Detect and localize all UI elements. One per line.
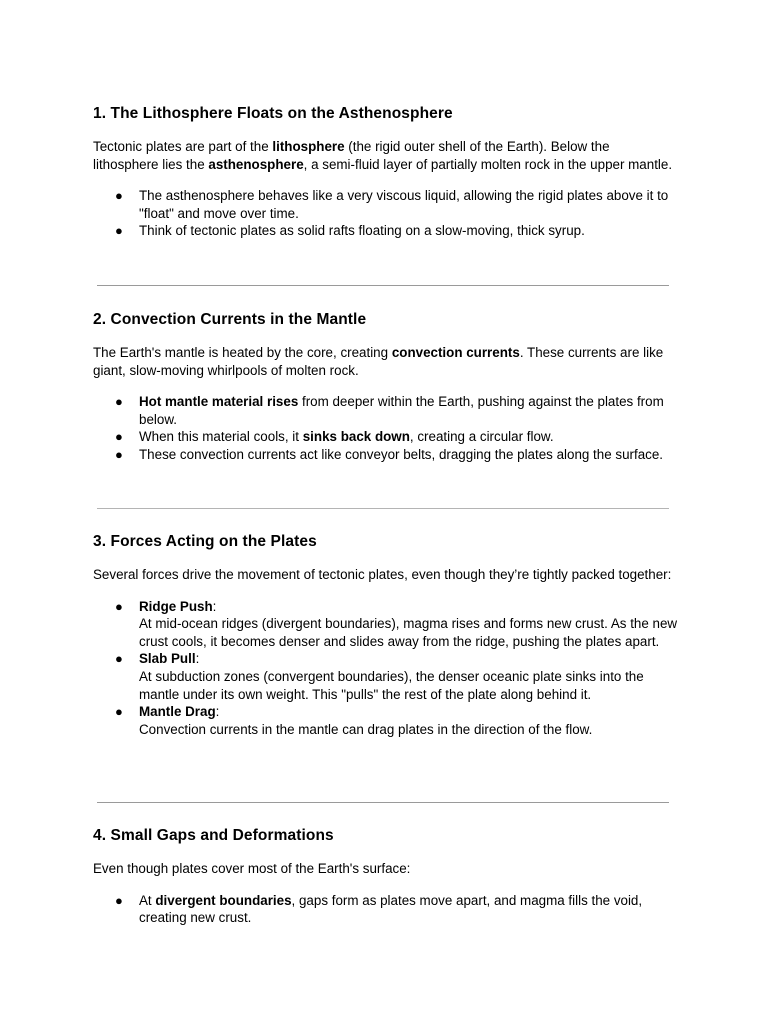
section-4 [93, 826, 678, 927]
text-run: Think of tectonic plates as solid rafts floating on a slow-moving, thick syrup. [139, 223, 585, 239]
bullet-list [93, 393, 678, 463]
bullet-icon: ● [115, 704, 123, 720]
bold-term: Ridge Push [139, 598, 213, 614]
list-item [93, 187, 678, 222]
bold-term: asthenosphere [208, 156, 304, 172]
section-divider [97, 285, 669, 286]
bullet-icon: ● [115, 223, 123, 239]
bullet-list [93, 598, 678, 739]
bold-term: divergent boundaries [155, 892, 292, 908]
section-2 [93, 310, 678, 464]
bold-term: lithosphere [272, 139, 345, 154]
bold-term: sinks back down [302, 429, 410, 445]
bullet-icon: ● [115, 394, 123, 410]
text-run: Convection currents in the mantle can drag plates in the direction of the flow. [139, 721, 593, 737]
bold-term: Hot mantle material rises [139, 394, 299, 410]
text-run: . These currents are like giant, slow-moving whirlpools of molten rock. [93, 345, 664, 378]
section-3 [93, 532, 678, 738]
text-run: Several forces drive the movement of tectonic plates, even though they’re tightly packed together: [93, 567, 672, 582]
bullet-list [93, 187, 678, 240]
bullet-icon: ● [115, 188, 123, 204]
text-run: At subduction zones (convergent boundaries), the denser oceanic plate sinks into the mantle under its own weight. This "pulls" the rest of the plate along behind it. [139, 668, 644, 702]
text-run: , a semi-fluid layer of partially molten rock in the upper mantle. [303, 156, 673, 172]
section-divider [97, 508, 669, 509]
text-run: At [139, 892, 156, 908]
list-item [93, 703, 678, 738]
list-item [93, 446, 678, 464]
bullet-icon: ● [115, 651, 123, 667]
section-heading: 2. Convection Currents in the Mantle [93, 311, 367, 328]
text-run: : [215, 704, 220, 720]
text-run: Even though plates cover most of the Earth's surface: [93, 861, 411, 876]
text-run: The asthenosphere behaves like a very viscous liquid, allowing the rigid plates above it to "float" and move over time. [139, 188, 669, 221]
section-heading: 3. Forces Acting on the Plates [93, 533, 317, 550]
text-run: : [195, 651, 200, 667]
list-item [93, 598, 678, 651]
text-run: The Earth's mantle is heated by the core, creating [93, 345, 392, 360]
list-item [93, 892, 678, 927]
bullet-list [93, 892, 678, 927]
section-heading: 4. Small Gaps and Deformations [93, 827, 334, 844]
section-intro [93, 860, 678, 878]
bullet-icon: ● [115, 429, 123, 445]
list-item [93, 650, 678, 703]
text-run: (the rigid outer shell of the Earth). Below the lithosphere lies the [93, 139, 610, 172]
text-run: Tectonic plates are part of the [93, 139, 273, 154]
bullet-icon: ● [115, 598, 123, 614]
section-intro [93, 138, 678, 173]
text-run: , gaps form as plates move apart, and magma fills the void, creating new crust. [139, 892, 643, 926]
text-run: : [212, 598, 217, 614]
bullet-icon: ● [115, 892, 123, 908]
section-intro [93, 344, 678, 379]
bold-term: convection currents [391, 345, 520, 360]
bold-term: Mantle Drag [139, 704, 216, 720]
list-item [93, 428, 678, 446]
text-run: , creating a circular flow. [409, 429, 554, 445]
text-run: These convection currents act like conveyor belts, dragging the plates along the surface. [139, 446, 664, 462]
list-item [93, 222, 678, 240]
text-run: When this material cools, it [139, 429, 303, 445]
bold-term: Slab Pull [139, 651, 196, 667]
list-item [93, 393, 678, 428]
section-1 [93, 104, 678, 240]
text-run: At mid-ocean ridges (divergent boundaries), magma rises and forms new crust. As the new crust cools, it becomes denser and slides away from the ridge, pushing the plates apart. [139, 616, 678, 649]
section-divider [97, 802, 669, 803]
section-intro [93, 566, 678, 584]
bullet-icon: ● [115, 446, 123, 462]
text-run: from deeper within the Earth, pushing against the plates from below. [139, 394, 664, 427]
section-heading: 1. The Lithosphere Floats on the Asthenosphere [93, 105, 453, 122]
